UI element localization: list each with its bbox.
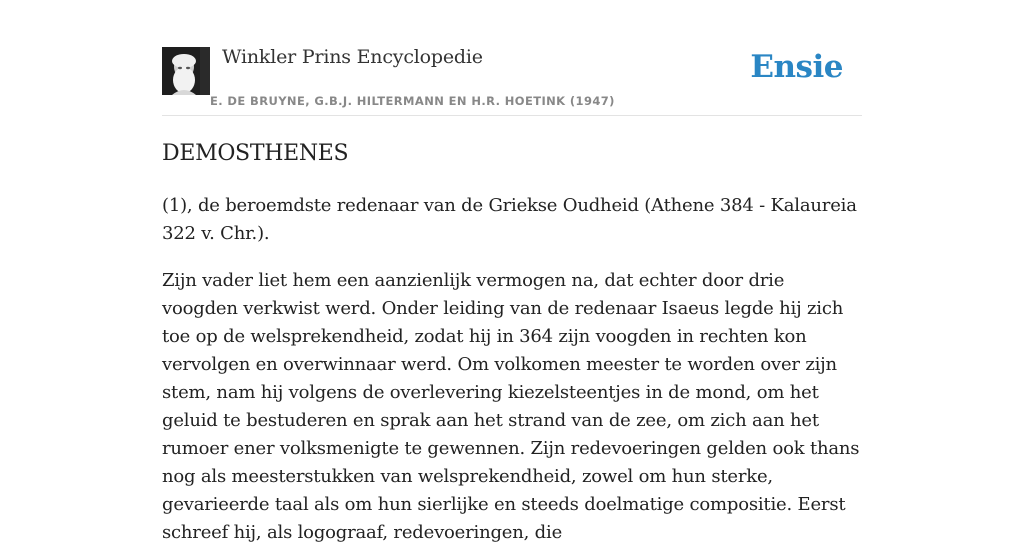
book-title[interactable]: Winkler Prins Encyclopedie: [222, 46, 483, 68]
author-avatar[interactable]: [162, 47, 210, 95]
portrait-icon: [162, 47, 210, 95]
authors-line: E. DE BRUYNE, G.B.J. HILTERMANN EN H.R. HOETINK (1947): [210, 94, 615, 108]
header: [162, 0, 862, 116]
ensie-logo-link[interactable]: Ensie: [750, 49, 843, 85]
page-container: [162, 0, 862, 543]
entry-title: DEMOSTHENES: [162, 141, 349, 166]
entry-paragraph: (1), de beroemdste redenaar van de Griekse Oudheid (Athene 384 - Kalaureia 322 v. Chr.).: [162, 195, 857, 244]
entry-paragraph: Zijn vader liet hem een aanzienlijk vermogen na, dat echter door drie voogden verkwist werd. Onder leiding van de redenaar Isaeus legde hij zich toe op de welsprekendheid, zodat hij in 364 zijn voogden in rechten kon vervolgen en overwinnaar werd. Om volkomen meester te worden over zijn stem, nam hij volgens de overlevering kiezelsteentjes in de mond, om het geluid te bestuderen en sprak aan het strand van de zee, om zich aan het rumoer ener volksmenigte te gewennen. Zijn redevoeringen gelden ook thans nog als meesterstukken van welsprekendheid, zowel om hun sterke, gevarieerde taal als om hun sierlijke en steeds doelmatige compositie. Eerst schreef hij, als logograaf, redevoeringen, die: [162, 270, 860, 543]
